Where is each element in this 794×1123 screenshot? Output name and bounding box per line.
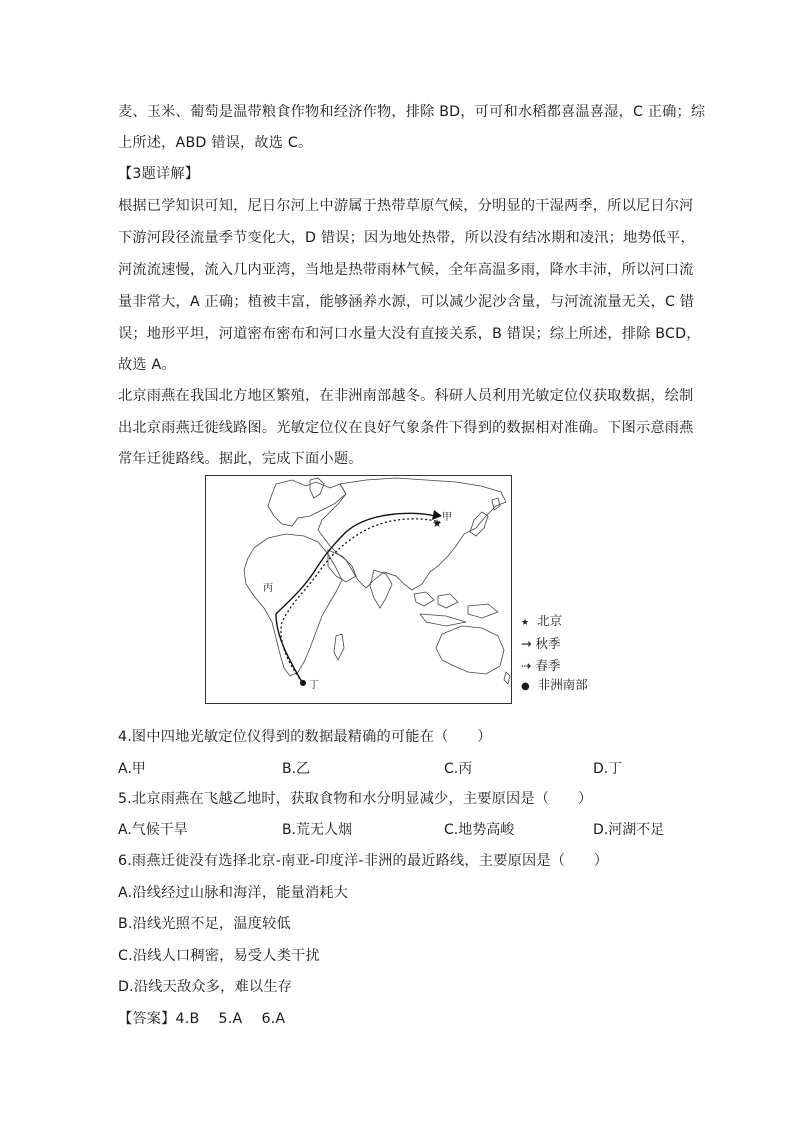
dot-icon: ● — [521, 681, 530, 692]
option: B.乙 — [282, 761, 311, 777]
legend-item: ⇢ 春季 — [521, 658, 561, 673]
southern-africa-dot-icon — [300, 680, 306, 686]
option: B.沿线光照不足，温度较低 — [118, 916, 291, 932]
label-ding: 丁 — [309, 680, 319, 691]
option: C.地势高峻 — [444, 822, 515, 838]
star-icon: ★ — [521, 618, 530, 628]
text-line: 河流流速慢，流入几内亚湾，当地是热带雨林气候，全年高温多雨，降水丰沛，所以河口流 — [118, 262, 694, 278]
answer-line: 【答案】4.B 5.A 6.A — [118, 1011, 286, 1027]
label-bing: 丙 — [263, 583, 273, 594]
option: D.丁 — [593, 761, 623, 777]
legend-item: → 秋季 — [521, 636, 561, 651]
text-line: 故选 A。 — [118, 357, 176, 373]
legend-item: ★ 北京 — [521, 613, 563, 628]
autumn-route — [276, 513, 436, 682]
question-stem: 5.北京雨燕在飞越乙地时，获取食物和水分明显减少，主要原因是（ ） — [118, 791, 593, 807]
question-stem: 4.图中四地光敏定位仪得到的数据最精确的可能在（ ） — [118, 729, 492, 745]
dashed-arrow-icon: ⇢ — [521, 658, 532, 673]
option: C.沿线人口稠密，易受人类干扰 — [118, 948, 320, 964]
text-line: 常年迁徙路线。据此，完成下面小题。 — [118, 451, 363, 467]
text-line: 出北京雨燕迁徙线路图。光敏定位仪在良好气象条件下得到的数据相对准确。下图示意雨燕 — [118, 420, 694, 436]
world-map-image — [206, 476, 511, 703]
text-line: 量非常大，A 正确；植被丰富，能够涵养水源，可以减少泥沙含量，与河流流量无关，C 错 — [118, 294, 695, 310]
beijing-star-icon: ★ — [432, 517, 442, 530]
text-line: 北京雨燕在我国北方地区繁殖，在非洲南部越冬。科研人员利用光敏定位仪获取数据，绘制 — [118, 388, 694, 404]
section-heading: 【3题详解】 — [118, 166, 200, 182]
option: B.荒无人烟 — [282, 822, 353, 838]
option: C.丙 — [444, 761, 473, 777]
option: D.河湖不足 — [593, 822, 665, 838]
option: D.沿线天敌众多，难以生存 — [118, 979, 293, 995]
option: A.气候干旱 — [118, 822, 188, 838]
migration-map — [205, 475, 512, 704]
text-line: 麦、玉米、葡萄是温带粮食作物和经济作物，排除 BD，可可和水稻都喜温喜湿，C 正确；综 — [118, 104, 706, 120]
option: A.甲 — [118, 761, 146, 777]
text-line: 误；地形平坦，河道密布密布和河口水量大没有直接关系，B 错误；综上所述，排除 BCD， — [118, 326, 701, 342]
solid-arrow-icon: → — [521, 636, 532, 651]
option: A.沿线经过山脉和海洋，能量消耗大 — [118, 885, 349, 901]
legend-item: ● 非洲南部 — [521, 677, 588, 692]
label-jia: 甲 — [442, 512, 452, 523]
spring-route — [281, 519, 440, 682]
text-line: 上所述，ABD 错误，故选 C。 — [118, 135, 313, 151]
question-stem: 6.雨燕迁徙没有选择北京-南亚-印度洋-非洲的最近路线，主要原因是（ ） — [118, 853, 609, 869]
text-line: 根据已学知识可知，尼日尔河上中游属于热带草原气候，分明显的干湿两季，所以尼日尔河 — [118, 198, 694, 214]
text-line: 下游河段径流量季节变化大，D 错误；因为地处热带，所以没有结冰期和凌汛；地势低平， — [118, 230, 695, 246]
